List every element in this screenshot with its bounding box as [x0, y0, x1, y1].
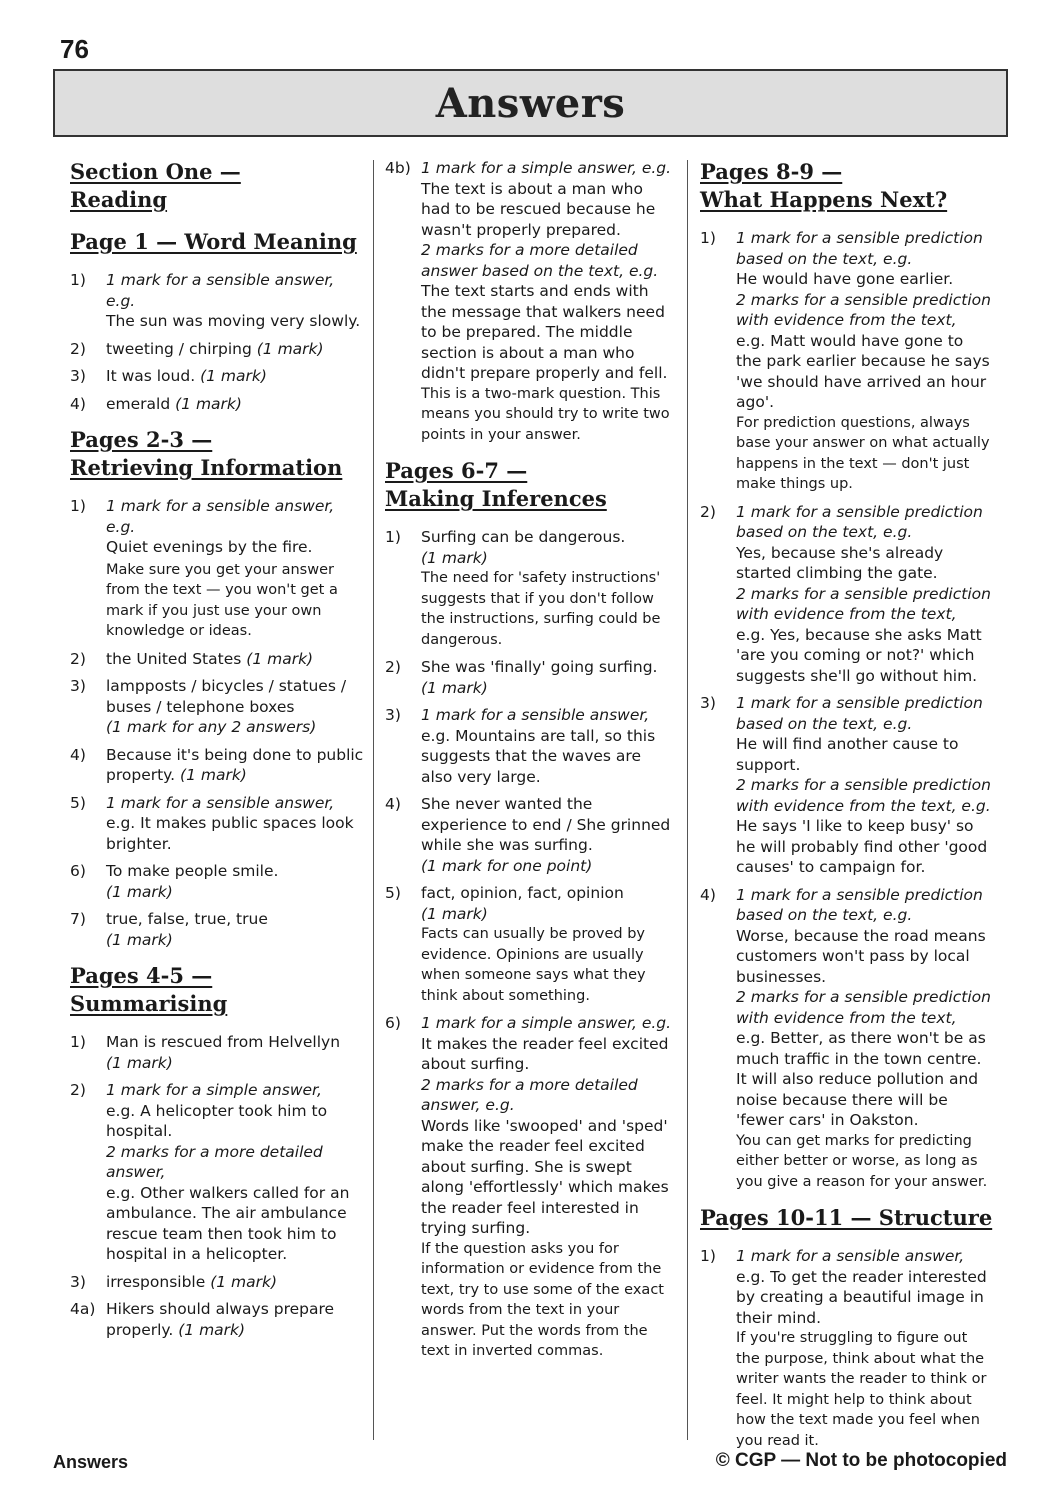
column-1 — [70, 158, 365, 1347]
answer-item: 6) To make people smile. (1 mark) — [70, 862, 279, 901]
answer-item: 2) 1 mark for a sensible prediction based on the text, e.g. Yes, because she's already started climbing the gate. 2 marks for a sensible prediction with evidence from the text, e.g. Yes, because she asks Matt 'are you coming or not?' which suggests she'll go without him. — [700, 502, 991, 685]
answer-item: 1) Man is rescued from Helvellyn (1 mark) — [70, 1033, 341, 1072]
answer-item: 2) She was 'finally' going surfing. (1 mark) — [385, 658, 658, 697]
title-banner — [53, 69, 1008, 137]
answer-item: 4a) Hikers should always prepare properly. (1 mark) — [70, 1300, 335, 1339]
answer-item: 2) tweeting / chirping (1 mark) — [70, 339, 324, 358]
section-heading: Page 1 — Word Meaning — [70, 229, 357, 254]
answer-item: 4) 1 mark for a sensible prediction based on the text, e.g. Worse, because the road means customers won't pass by local businesses. 2 marks for a sensible prediction with evidence from the text, e.g. Better, as there won't be as much traffic in the town centre. It will also reduce pollution and noise because there will be 'fewer cars' in Oakston. You can get marks for predicting either better or worse, as long as you give a reason for your answer. — [700, 885, 991, 1190]
answer-item: 3) lampposts / bicycles / statues / buses / telephone boxes (1 mark for any 2 answers) — [70, 677, 347, 736]
answer-item: 3) 1 mark for a sensible answer, e.g. Mountains are tall, so this suggests that the waves are also very large. — [385, 706, 656, 786]
answer-item: 1) 1 mark for a sensible answer, e.g. To get the reader interested by creating a beautiful image in their mind. If you're struggling to figure out the purpose, think about what the writer wants the reader to think or feel. It might help to think about how the text made you feel when you read it. — [700, 1247, 987, 1449]
footer-copyright: © CGP — Not to be photocopied — [715, 1450, 1007, 1471]
section-heading: Section One — Reading — [70, 159, 241, 212]
column-3 — [700, 158, 993, 1458]
answer-item: 4) She never wanted the experience to end / She grinned while she was surfing. (1 mark for one point) — [385, 795, 671, 875]
section-heading: Pages 10-11 — Structure — [700, 1205, 993, 1230]
section-heading: Pages 2-3 — Retrieving Information — [70, 427, 343, 480]
answer-item: 1) Surfing can be dangerous. (1 mark) The need for 'safety instructions' suggests that if you don't follow the instructions, surfing could be dangerous. — [385, 528, 661, 648]
answer-item: 3) It was loud. (1 mark) — [70, 367, 267, 385]
page-number: 76 — [60, 34, 89, 64]
answer-item: 1) 1 mark for a sensible answer, e.g. The sun was moving very slowly. — [70, 271, 361, 330]
answer-item: 4b) 1 mark for a simple answer, e.g. The text is about a man who had to be rescued because he wasn't properly prepared. 2 marks for a more detailed answer based on the text, e.g. The text starts and ends with the message that walkers need to be prepared. The middle section is about a man who didn't prepare properly and fell. This is a two-mark question. This means you should try to write two points in your answer. — [385, 159, 672, 443]
answer-item: 4) Because it's being done to public property. (1 mark) — [70, 745, 364, 784]
answer-item: 5) 1 mark for a sensible answer, e.g. It makes public spaces look brighter. — [70, 793, 354, 853]
answer-item: 2) the United States (1 mark) — [70, 649, 314, 668]
answer-item: 7) true, false, true, true (1 mark) — [70, 910, 268, 949]
page-title: Answers — [435, 79, 626, 127]
answer-item: 1) 1 mark for a sensible answer, e.g. Quiet evenings by the fire. Make sure you get your answer from the text — you won't get a mark if you just use your own knowledge or ideas. — [70, 497, 338, 639]
answer-item: 3) 1 mark for a sensible prediction based on the text, e.g. He will find another cause to support. 2 marks for a sensible prediction with evidence from the text, e.g. He says 'I like to keep busy' so he will probably find other 'good causes' to campaign for. — [700, 694, 991, 876]
column-divider — [373, 160, 374, 1440]
answer-item: 3) irresponsible (1 mark) — [70, 1272, 278, 1291]
answer-item: 6) 1 mark for a simple answer, e.g. It makes the reader feel excited about surfing. 2 marks for a more detailed answer, e.g. Words like 'swooped' and 'sped' make the reader feel excited about surfing. She is swept along 'effortlessly' which makes the reader feel interested in trying surfing. If the question asks you for information or evidence from the text, try to use some of the exact words from the text in your answer. Put the words from the text in inverted commas. — [385, 1014, 672, 1359]
answer-item: 5) fact, opinion, fact, opinion (1 mark) Facts can usually be proved by evidence. Opinions are usually when someone says what they think about something. — [385, 884, 646, 1004]
footer-section-label: Answers — [53, 1452, 129, 1472]
answer-item: 2) 1 mark for a simple answer, e.g. A helicopter took him to hospital. 2 marks for a more detailed answer, e.g. Other walkers called for an ambulance. The air ambulance rescue team then took him to hospital in a helicopter. — [70, 1081, 350, 1263]
section-heading: Pages 8-9 — What Happens Next? — [700, 159, 948, 212]
section-heading: Pages 4-5 — Summarising — [70, 963, 228, 1016]
column-2 — [385, 158, 677, 1369]
answer-item: 4) emerald (1 mark) — [70, 394, 242, 413]
answer-item: 1) 1 mark for a sensible prediction based on the text, e.g. He would have gone earlier. 2 marks for a sensible prediction with evidence from the text, e.g. Matt would have gone to the park earlier because he says 'we should have arrived an hour ago'. For prediction questions, always base your answer on what actually happens in the text — don't just make things up. — [700, 229, 991, 492]
section-heading: Pages 6-7 — Making Inferences — [385, 458, 607, 511]
column-divider — [687, 160, 688, 1440]
